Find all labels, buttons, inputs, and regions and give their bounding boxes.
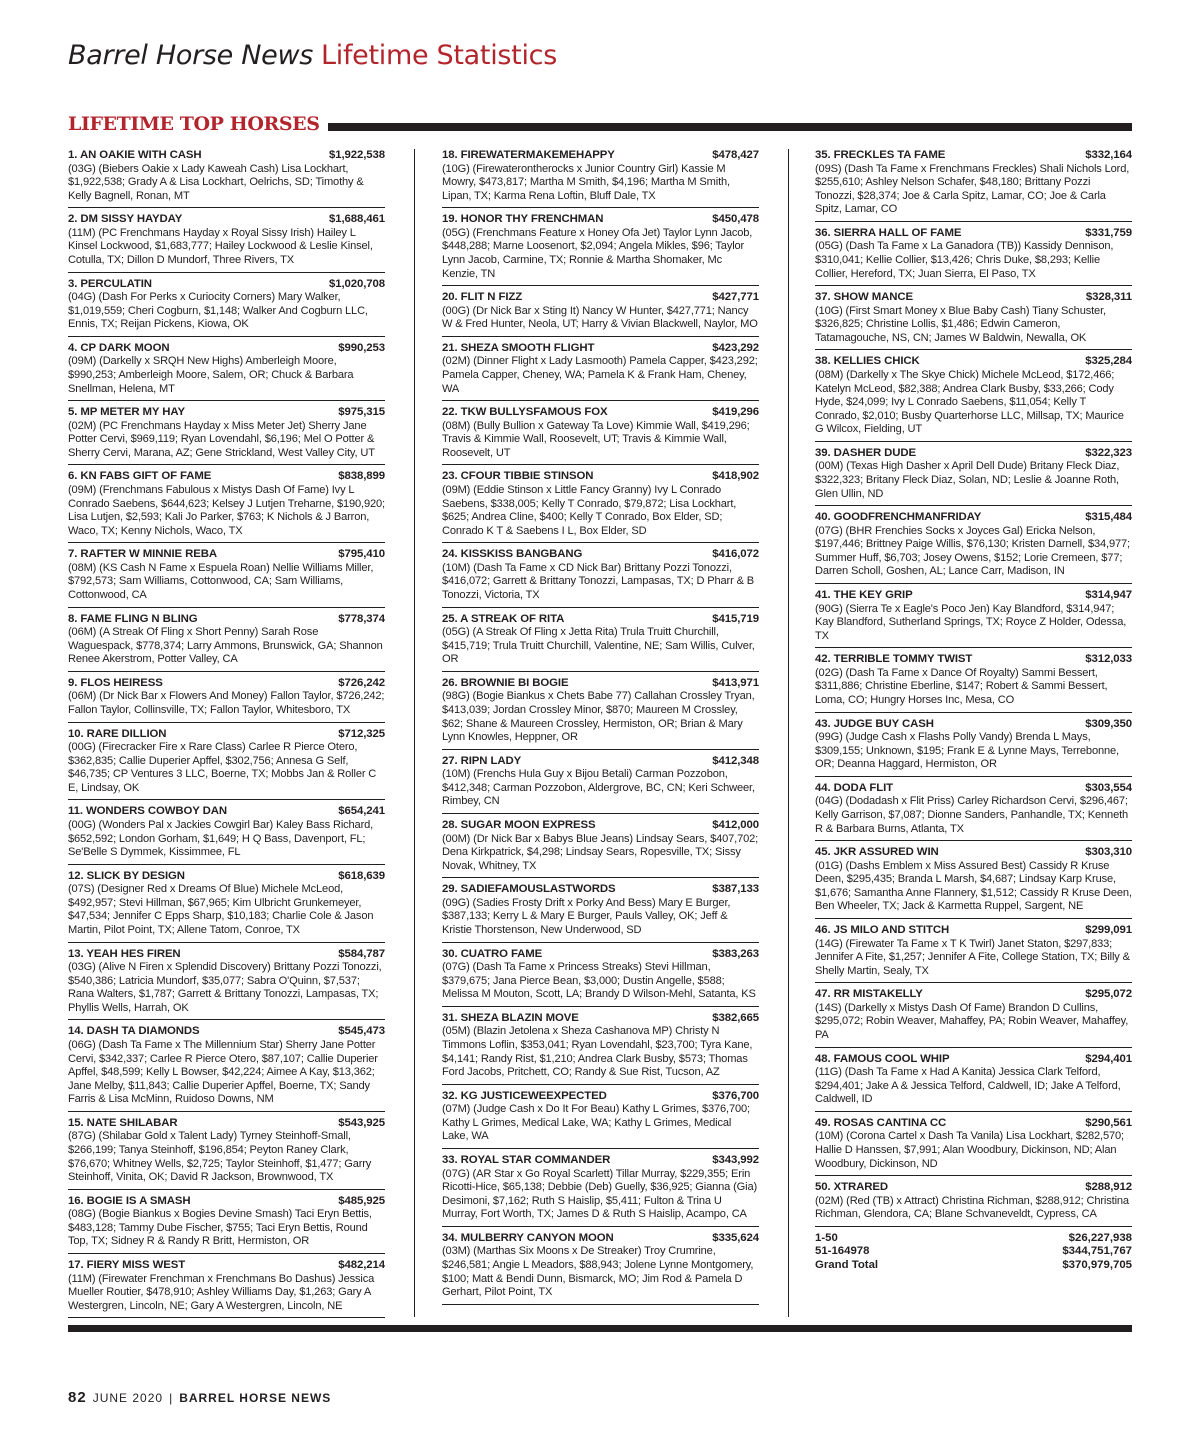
horse-earnings: $383,263 [712, 947, 759, 960]
bottom-rule [68, 1325, 1132, 1332]
horse-name: 48. FAMOUS COOL WHIP [815, 1052, 950, 1065]
horse-details: (00G) (Firecracker Fire x Rare Class) Carlee R Pierce Otero, $362,835; Callie Duperier Apffel, $302,756; Annesa G Self, $46,735; CP Ventures 3 LLC, Boerne, TX; Mobbs Jan & Roller C E, Lindsay, OK [68, 741, 377, 794]
horse-earnings: $427,771 [712, 291, 759, 304]
horse-entry [815, 355, 1132, 441]
horse-details: (02M) (Red (TB) x Attract) Christina Richman, $288,912; Christina Richman, Glendora, CA; Blane Schvaneveldt, Cypress, CA [815, 1194, 1129, 1221]
horse-entry [815, 1181, 1132, 1227]
horse-name: 33. ROYAL STAR COMMANDER [442, 1154, 611, 1166]
horse-name: 37. SHOW MANCE [815, 291, 913, 304]
entry-header [442, 613, 759, 627]
horse-entry [442, 613, 759, 672]
horse-entry [442, 406, 759, 465]
entry-header [815, 589, 1132, 603]
horse-name: 44. DODA FLIT [815, 781, 894, 794]
entry-header [442, 1154, 759, 1168]
horse-entry [68, 805, 385, 864]
horse-name: 11. WONDERS COWBOY DAN [68, 805, 227, 818]
horse-details: (90G) (Sierra Te x Eagle's Poco Jen) Kay Blandford, $314,947; Kay Blandford, Sutherland Springs, TX; Royce Z Holder, Odessa, TX [815, 602, 1127, 642]
horse-name: 50. XTRARED [815, 1181, 888, 1194]
horse-entry [815, 511, 1132, 584]
entry-header [442, 470, 759, 484]
horse-entry [442, 149, 759, 208]
entry-header [442, 1232, 759, 1246]
total-row [815, 1232, 1132, 1246]
horse-name: 40. GOODFRENCHMANFRIDAY [815, 511, 982, 524]
horse-earnings: $331,759 [1085, 226, 1132, 239]
entry-header [815, 718, 1132, 732]
horse-earnings: $315,484 [1085, 511, 1132, 524]
horse-earnings: $975,315 [338, 406, 385, 419]
entry-header [815, 782, 1132, 796]
entry-header [68, 1259, 385, 1273]
horse-name: 29. SADIEFAMOUSLASTWORDS [442, 883, 616, 896]
horse-entry [815, 718, 1132, 777]
horse-details: (07S) (Designer Red x Dreams Of Blue) Michele McLeod, $492,957; Stevi Hillman, $67,965; Kim Ulbricht Grunkemeyer, $47,534; Jennifer C Epps Sharp, $10,183; Charlie Cole & Jason Martin, Pilot Point, TX; Allene Tatom, Conroe, TX [68, 883, 374, 936]
horse-details: (08M) (Darkelly x The Skye Chick) Michele McLeod, $172,466; Katelyn McLeod, $82,388; Andrea Clark Busby, $33,266; Cody Hyde, $24,099; Ivy L Conrado Saebens, $11,054; Kelly T Conrado, $2,010; Busby Quarterhorse LLC, Millsap, TX; Maurice G Wilcox, Fielding, UT [815, 368, 1124, 436]
horse-earnings: $290,561 [1085, 1116, 1132, 1129]
entry-header [68, 406, 385, 420]
horse-entry [815, 1053, 1132, 1112]
horse-entry [442, 1232, 759, 1305]
entry-header [68, 948, 385, 962]
horse-details: (03G) (Biebers Oakie x Lady Kaweah Cash) Lisa Lockhart, $1,922,538; Grady A & Lisa Lockhart, Oelrichs, SD; Timothy & Kelly Bagnell, Ronan, MT [68, 162, 364, 202]
page-title [68, 40, 557, 71]
horse-details: (09S) (Dash Ta Fame x Frenchmans Freckles) Shali Nichols Lord, $255,610; Ashley Nelson Schafer, $48,180; Brittany Pozzi Tonozzi, $28,374; Joe & Carla Spitz, Lamar, CO; Joe & Carla Spitz, Lamar, CO [815, 162, 1130, 216]
total-value: $370,979,705 [1062, 1259, 1132, 1272]
horse-details: (10G) (First Smart Money x Blue Baby Cash) Tiany Schuster, $326,825; Christine Lollis, $1,486; Edwin Cameron, Tatamagouche, NS, CN; James W Baldwin, Newalla, OK [815, 304, 1106, 344]
horse-details: (10M) (Dash Ta Fame x CD Nick Bar) Brittany Pozzi Tonozzi, $416,072; Garrett & Brittany Tonozzi, Lampasas, TX; D Pharr & B Tonozzi, Victoria, TX [442, 561, 755, 601]
horse-earnings: $795,410 [338, 548, 385, 561]
entry-header [442, 883, 759, 897]
horse-name: 9. FLOS HEIRESS [68, 676, 163, 689]
horse-details: (02M) (Dinner Flight x Lady Lasmooth) Pamela Capper, $423,292; Pamela Capper, Cheney, WA; Pamela K & Frank Ham, Cheney, WA [442, 355, 758, 395]
horse-earnings: $584,787 [338, 947, 385, 960]
horse-details: (11M) (Firewater Frenchman x Frenchmans Bo Dashus) Jessica Mueller Routier, $478,910; Ashley Williams Day, $1,263; Gary A Westergren, Lincoln, NE; Gary A Westergren, Lincoln, NE [68, 1272, 375, 1312]
entry-header [815, 511, 1132, 525]
entry-header [68, 805, 385, 819]
horse-details: (07G) (AR Star x Go Royal Scarlett) Tillar Murray, $229,355; Erin Ricotti-Hice, $65,138; Debbie (Deb) Guelly, $36,925; Gianna (Gia) Desimoni, $7,162; Ruth S Haislip, $5,411; Fulton & Trina U Murray, Fort Worth, TX; James D & Ruth S Haislip, Acampo, CA [442, 1167, 758, 1221]
horse-name: 24. KISSKISS BANGBANG [442, 548, 583, 561]
horse-details: (03M) (Marthas Six Moons x De Streaker) Troy Crumrine, $246,581; Angie L Meadors, $88,943; Jolene Lynne Montgomery, $100; Matt & Bendi Dunn, Bismarck, MO; Jim Rod & Pamela D Gerhart, Pilot Point, TX [442, 1245, 754, 1299]
horse-earnings: $303,310 [1085, 846, 1132, 859]
horse-name: 21. SHEZA SMOOTH FLIGHT [442, 341, 595, 354]
horse-earnings: $838,899 [338, 470, 385, 483]
horse-entry [442, 677, 759, 750]
horse-entry [442, 755, 759, 814]
horse-entry [815, 846, 1132, 919]
column-3-entries [815, 149, 1132, 1227]
horse-earnings: $294,401 [1085, 1052, 1132, 1065]
horse-name: 39. DASHER DUDE [815, 446, 917, 459]
entry-header [815, 227, 1132, 241]
horse-name: 35. FRECKLES TA FAME [815, 149, 946, 161]
horse-earnings: $343,992 [712, 1154, 759, 1166]
entry-header [442, 948, 759, 962]
entry-header [815, 1181, 1132, 1195]
title-publication: Barrel Horse News [68, 40, 314, 71]
total-label: 1-50 [815, 1231, 838, 1244]
entry-header [815, 1053, 1132, 1067]
horse-earnings: $478,427 [712, 149, 759, 161]
column-1 [68, 149, 385, 1323]
horse-entry [68, 149, 385, 208]
horse-entry [68, 342, 385, 401]
horse-name: 2. DM SISSY HAYDAY [68, 213, 183, 226]
horse-entry [68, 1259, 385, 1318]
entry-header [815, 355, 1132, 369]
horse-details: (05G) (Dash Ta Fame x La Ganadora (TB)) Kassidy Dennison, $310,041; Kellie Collier, $13,426; Chris Duke, $8,293; Kellie Collier, Hereford, TX; Juan Sierra, El Paso, TX [815, 240, 1114, 280]
horse-earnings: $335,624 [712, 1231, 759, 1244]
horse-entry [815, 227, 1132, 286]
horse-name: 5. MP METER MY HAY [68, 406, 185, 419]
horse-name: 31. SHEZA BLAZIN MOVE [442, 1011, 579, 1024]
horse-entry [815, 782, 1132, 841]
horse-entry [815, 653, 1132, 712]
entry-header [815, 447, 1132, 461]
horse-name: 43. JUDGE BUY CASH [815, 717, 934, 730]
entry-header [68, 213, 385, 227]
entry-header [68, 677, 385, 691]
horse-name: 22. TKW BULLYSFAMOUS FOX [442, 406, 608, 419]
horse-earnings: $618,639 [338, 869, 385, 882]
horse-earnings: $325,284 [1085, 355, 1132, 368]
horse-earnings: $382,665 [712, 1011, 759, 1024]
entry-header [442, 291, 759, 305]
horse-entry [442, 213, 759, 286]
horse-earnings: $654,241 [338, 805, 385, 818]
horse-details: (00G) (Wonders Pal x Jackies Cowgirl Bar) Kaley Bass Richard, $652,592; London Gorham, $1,649; H Q Bass, Davenport, FL; Se'Belle S Dymmek, Kissimmee, FL [68, 818, 374, 859]
horse-entry [442, 819, 759, 878]
horse-entry [815, 988, 1132, 1047]
horse-entry [68, 677, 385, 723]
horse-entry [815, 149, 1132, 222]
horse-details: (09M) (Eddie Stinson x Little Fancy Granny) Ivy L Conrado Saebens, $338,005; Kelly T Conrado, $79,872; Lisa Lockhart, $625; Andrea Cline, $400; Kelly T Conrado, Box Elder, SD; Conrado K T & Saebens I L, Box Elder, SD [442, 483, 737, 537]
horse-earnings: $303,554 [1085, 781, 1132, 794]
horse-entry [68, 613, 385, 672]
entry-header [68, 728, 385, 742]
horse-entry [68, 548, 385, 607]
horse-details: (09G) (Sadies Frosty Drift x Porky And Bess) Mary E Burger, $387,133; Kerry L & Mary E Burger, Pauls Valley, OK; Jeff & Kristie Thorstenson, New Underwood, SD [442, 896, 731, 936]
horse-entry [68, 870, 385, 943]
title-section: Lifetime Statistics [321, 40, 557, 71]
entry-header [442, 406, 759, 420]
horse-entry [442, 948, 759, 1007]
horse-name: 42. TERRIBLE TOMMY TWIST [815, 653, 973, 666]
magazine-name: BARREL HORSE NEWS [179, 1391, 332, 1405]
entry-header [815, 846, 1132, 860]
horse-name: 19. HONOR THY FRENCHMAN [442, 213, 604, 226]
horse-name: 12. SLICK BY DESIGN [68, 869, 185, 882]
horse-name: 30. CUATRO FAME [442, 947, 543, 960]
entry-header [442, 1090, 759, 1104]
horse-name: 23. CFOUR TIBBIE STINSON [442, 470, 594, 483]
horse-details: (09M) (Frenchmans Fabulous x Mistys Dash Of Fame) Ivy L Conrado Saebens, $644,623; Kelsey J Lutjen Treharne, $190,920; Lisa Lutjen, $2,593; Kali Jo Parker, $763; K Nichols & J Barron, Waco, TX; Kenny Nichols, Waco, TX [68, 483, 385, 537]
horse-name: 20. FLIT N FIZZ [442, 291, 523, 304]
horse-entry [68, 1025, 385, 1111]
entry-header [815, 988, 1132, 1002]
total-label: Grand Total [815, 1259, 879, 1272]
horse-details: (98G) (Bogie Biankus x Chets Babe 77) Callahan Crossley Tryan, $413,039; Jordan Crossley Minor, $870; Maureen M Crossley, $62; Shane & Maureen Crossley, Hermiston, OR; Brian & Mary Lynn Knowles, Heppner, OR [442, 690, 755, 744]
section-header [68, 113, 1132, 139]
entry-header [815, 291, 1132, 305]
horse-details: (06M) (Dr Nick Bar x Flowers And Money) Fallon Taylor, $726,242; Fallon Taylor, Collinsville, TX; Fallon Taylor, Whitesboro, TX [68, 690, 385, 716]
horse-earnings: $314,947 [1085, 589, 1132, 602]
horse-details: (03G) (Alive N Firen x Splendid Discovery) Brittany Pozzi Tonozzi, $540,386; Latricia Mundorf, $35,077; Sabra O'Quinn, $7,537; Rana Walters, $1,787; Garrett & Brittany Tonozzi, Lampasas, TX; Phyllis Wells, Harrah, OK [68, 961, 382, 1014]
horse-entry [68, 406, 385, 465]
column-divider [414, 149, 415, 1317]
horse-earnings: $419,296 [712, 406, 759, 419]
column-2 [442, 149, 759, 1310]
horse-details: (07G) (BHR Frenchies Socks x Joyces Gal) Ericka Nelson, $197,446; Brittney Paige Willis, $76,130; Kristen Darnell, $34,977; Summer Huff, $6,703; Josey Owens, $152; Lorie Cremeen, $77; Darren Scholl, Goshen, AL; Lance Carr, Madison, IN [815, 524, 1130, 578]
horse-earnings: $288,912 [1085, 1181, 1132, 1194]
horse-name: 45. JKR ASSURED WIN [815, 846, 939, 859]
entry-header [68, 870, 385, 884]
horse-earnings: $295,072 [1085, 988, 1132, 1001]
horse-name: 8. FAME FLING N BLING [68, 612, 198, 625]
horse-entry [442, 883, 759, 942]
horse-earnings: $423,292 [712, 341, 759, 354]
horse-earnings: $328,311 [1085, 291, 1132, 304]
entry-header [442, 1012, 759, 1026]
page-footer [68, 1389, 331, 1406]
entry-header [442, 819, 759, 833]
entry-header [68, 1025, 385, 1039]
horse-earnings: $418,902 [712, 470, 759, 483]
horse-entry [442, 1012, 759, 1085]
horse-name: 41. THE KEY GRIP [815, 589, 913, 602]
horse-name: 32. KG JUSTICEWEEXPECTED [442, 1089, 607, 1102]
horse-details: (01G) (Dashs Emblem x Miss Assured Best) Cassidy R Kruse Deen, $295,435; Branda L Marsh, $4,687; Lindsay Karp Kruse, $1,676; Samantha Anne Flannery, $1,512; Cassidy R Kruse Deen, Ben Wheeler, TX; Jack & Karmetta Ruppel, Sargent, NE [815, 859, 1132, 913]
horse-earnings: $413,971 [712, 676, 759, 689]
horse-details: (10M) (Frenchs Hula Guy x Bijou Betali) Carman Pozzobon, $412,348; Carman Pozzobon, Aldergrove, BC, CN; Keri Schweer, Rimbey, CN [442, 768, 755, 808]
horse-details: (14S) (Darkelly x Mistys Dash Of Fame) Brandon D Cullins, $295,072; Robin Weaver, Mahaffey, PA; Robin Weaver, Mahaffey, PA [815, 1001, 1129, 1042]
horse-details: (09M) (Darkelly x SRQH New Highs) Amberleigh Moore, $990,253; Amberleigh Moore, Salem, OR; Chuck & Barbara Snellman, Helena, MT [68, 355, 354, 395]
totals-block [815, 1232, 1132, 1273]
horse-details: (02G) (Dash Ta Fame x Dance Of Royalty) Sammi Bessert, $311,886; Christine Eberline, $147; Robert & Sammi Bessert, Loma, CO; Hungry Horses Inc, Mesa, CO [815, 666, 1108, 707]
horse-name: 6. KN FABS GIFT OF FAME [68, 470, 212, 483]
horse-details: (00G) (Dr Nick Bar x Sting It) Nancy W Hunter, $427,771; Nancy W & Fred Hunter, Neola, UT; Harry & Vivian Blackwell, Naylor, MO [442, 304, 758, 331]
horse-name: 16. BOGIE IS A SMASH [68, 1194, 191, 1207]
horse-name: 4. CP DARK MOON [68, 341, 170, 354]
horse-name: 10. RARE DILLION [68, 727, 167, 740]
horse-entry [815, 447, 1132, 506]
horse-name: 25. A STREAK OF RITA [442, 612, 565, 625]
horse-name: 13. YEAH HES FIREN [68, 947, 181, 960]
horse-earnings: $332,164 [1085, 149, 1132, 161]
horse-details: (06G) (Dash Ta Fame x The Millennium Star) Sherry Jane Potter Cervi, $342,337; Carlee R Pierce Otero, $87,107; Callie Duperier Apffel, $48,599; Kelly L Bowser, $42,224; Aimee A Kay, $13,362; Jane Melby, $11,843; Callie Duperier Apffel, Boerne, TX; Sandy Farris & Lisa McMinn, Ruidoso Downs, NM [68, 1038, 378, 1106]
horse-earnings: $416,072 [712, 548, 759, 561]
issue-date: JUNE 2020 [92, 1391, 164, 1405]
horse-entry [68, 470, 385, 543]
entry-header [68, 613, 385, 627]
horse-entry [442, 291, 759, 337]
total-value: $344,751,767 [1062, 1245, 1132, 1258]
horse-entry [815, 291, 1132, 350]
horse-details: (05G) (A Streak Of Fling x Jetta Rita) Trula Truitt Churchill, $415,719; Trula Truitt Churchill, Valentine, NE; Sam Willis, Culver, OR [442, 626, 755, 666]
horse-entry [442, 548, 759, 607]
horse-entry [442, 1090, 759, 1149]
total-row [815, 1245, 1132, 1259]
horse-name: 36. SIERRA HALL OF FAME [815, 226, 962, 239]
horse-details: (08M) (Bully Bullion x Gateway Ta Love) Kimmie Wall, $419,296; Travis & Kimmie Wall, Roosevelt, UT; Travis & Kimmie Wall, Roosevelt, UT [442, 419, 750, 459]
horse-entry [442, 342, 759, 401]
horse-name: 17. FIERY MISS WEST [68, 1259, 186, 1272]
entry-header [68, 278, 385, 292]
entry-header [815, 924, 1132, 938]
horse-earnings: $299,091 [1085, 924, 1132, 937]
horse-earnings: $1,922,538 [328, 149, 385, 161]
horse-name: 28. SUGAR MOON EXPRESS [442, 819, 596, 831]
horse-details: (04G) (Dodadash x Flit Priss) Carley Richardson Cervi, $296,467; Kelly Garrison, $7,087; Dionne Sanders, Panhandle, TX; Kenneth R & Barbara Burns, Atlanta, TX [815, 795, 1129, 835]
horse-entry [68, 948, 385, 1021]
horse-earnings: $322,323 [1085, 446, 1132, 459]
horse-entry [442, 470, 759, 543]
horse-entry [68, 1117, 385, 1190]
horse-entry [815, 589, 1132, 648]
horse-entry [68, 728, 385, 801]
horse-entry [68, 1195, 385, 1254]
entry-header [68, 149, 385, 163]
horse-details: (00M) (Dr Nick Bar x Babys Blue Jeans) Lindsay Sears, $407,702; Dena Kirkpatrick, $4,298; Lindsay Sears, Ropesville, TX; Sissy Novak, Whitney, TX [442, 832, 759, 872]
horse-details: (07M) (Judge Cash x Do It For Beau) Kathy L Grimes, $376,700; Kathy L Grimes, Medical Lake, WA; Kathy L Grimes, Medical Lake, WA [442, 1103, 750, 1143]
horse-details: (11M) (PC Frenchmans Hayday x Royal Sissy Irish) Hailey L Kinsel Lockwood, $1,683,777; Hailey Lockwood & Leslie Kinsel, Cotulla, TX; Dillon D Mundorf, Three Rivers, TX [68, 226, 373, 266]
horse-earnings: $412,000 [712, 819, 759, 831]
horse-earnings: $376,700 [712, 1089, 759, 1102]
horse-name: 38. KELLIES CHICK [815, 355, 920, 368]
horse-entry [68, 278, 385, 337]
entry-header [815, 1117, 1132, 1131]
entry-header [442, 149, 759, 163]
horse-earnings: $485,925 [338, 1194, 385, 1207]
entry-header [68, 1117, 385, 1131]
horse-details: (14G) (Firewater Ta Fame x T K Twirl) Janet Staton, $297,833; Jennifer A Fite, $1,257; Jennifer A Fite, College Station, TX; Billy & Shelly Martin, Sealy, TX [815, 937, 1130, 977]
horse-earnings: $450,478 [712, 213, 759, 226]
horse-details: (02M) (PC Frenchmans Hayday x Miss Meter Jet) Sherry Jane Potter Cervi, $969,119; Ryan Lovendahl, $6,196; Mel O Potter & Sherry Cervi, Marana, AZ; Gene Strickland, West Valley City, UT [68, 419, 375, 459]
horse-earnings: $543,925 [338, 1116, 385, 1129]
horse-details: (10G) (Firewaterontherocks x Junior Country Girl) Kassie M Mowry, $473,817; Martha M Smith, $4,196; Martha M Smith, Lipan, TX; Karma Rena Loftin, Bluff Dale, TX [442, 162, 730, 202]
horse-earnings: $726,242 [338, 676, 385, 689]
entry-header [442, 213, 759, 227]
horse-details: (05M) (Blazin Jetolena x Sheza Cashanova MP) Christy N Timmons Loflin, $353,041; Ryan Lovendahl, $23,700; Tyra Kane, $4,141; Randy Rist, $1,210; Andrea Clark Busby, $573; Thomas Ford Jacobs, Pritchett, CO; Randy & Sue Rist, Tucson, AZ [442, 1025, 753, 1079]
horse-entry [815, 1117, 1132, 1176]
page-number: 82 [68, 1389, 87, 1406]
total-row [815, 1259, 1132, 1273]
horse-name: 49. ROSAS CANTINA CC [815, 1116, 947, 1129]
horse-details: (08M) (KS Cash N Fame x Espuela Roan) Nellie Williams Miller, $792,573; Sam Williams, Cottonwood, CA; Sam Williams, Cottonwood, CA [68, 561, 374, 601]
horse-earnings: $312,033 [1085, 653, 1132, 666]
column-divider [788, 149, 789, 1317]
entry-header [442, 755, 759, 769]
horse-details: (05G) (Frenchmans Feature x Honey Ofa Jet) Taylor Lynn Jacob, $448,288; Marne Loosenort, $2,094; Angela Mikles, $96; Taylor Lynn Jacob, Carmine, TX; Ronnie & Martha Shomaker, Mc Kenzie, TN [442, 226, 753, 280]
horse-name: 26. BROWNIE BI BOGIE [442, 676, 569, 689]
horse-earnings: $1,020,708 [328, 277, 385, 290]
horse-name: 47. RR MISTAKELLY [815, 988, 923, 1001]
horse-name: 14. DASH TA DIAMONDS [68, 1025, 200, 1038]
horse-name: 3. PERCULATIN [68, 277, 152, 290]
horse-details: (04G) (Dash For Perks x Curiocity Corners) Mary Walker, $1,019,559; Cheri Cogburn, $1,148; Walker And Cogburn LLC, Ennis, TX; Reijan Pickens, Kiowa, OK [68, 291, 368, 331]
horse-entry [68, 213, 385, 272]
entry-header [815, 149, 1132, 163]
horse-name: 46. JS MILO AND STITCH [815, 924, 950, 937]
horse-earnings: $482,214 [338, 1259, 385, 1272]
entry-header [442, 677, 759, 691]
horse-details: (08G) (Bogie Biankus x Bogies Devine Smash) Taci Eryn Bettis, $483,128; Tammy Dube Fischer, $755; Taci Eryn Bettis, Round Top, TX; Sidney R & Randy R Britt, Hermiston, OR [68, 1208, 372, 1248]
horse-name: 18. FIREWATERMAKEMEHAPPY [442, 149, 615, 161]
entry-header [815, 653, 1132, 667]
entry-header [68, 1195, 385, 1209]
total-value: $26,227,938 [1068, 1231, 1132, 1244]
horse-name: 27. RIPN LADY [442, 754, 522, 767]
entry-header [68, 470, 385, 484]
horse-name: 15. NATE SHILABAR [68, 1116, 178, 1129]
entry-header [442, 342, 759, 356]
horse-earnings: $1,688,461 [328, 213, 385, 226]
horse-earnings: $778,374 [338, 612, 385, 625]
horse-details: (10M) (Corona Cartel x Dash Ta Vanila) Lisa Lockhart, $282,570; Hallie D Hanssen, $7,991; Alan Woodbury, Dickinson, ND; Alan Woodbury, Dickinson, ND [815, 1130, 1124, 1170]
horse-earnings: $387,133 [712, 883, 759, 896]
column-3 [815, 149, 1132, 1273]
horse-details: (99G) (Judge Cash x Flashs Polly Vandy) Brenda L Mays, $309,155; Unknown, $195; Frank E & Lynne Mays, Terrebonne, OR; Deanna Haggard, Hermiston, OR [815, 731, 1119, 771]
entry-header [68, 342, 385, 356]
horse-name: 34. MULBERRY CANYON MOON [442, 1231, 614, 1244]
horse-details: (07G) (Dash Ta Fame x Princess Streaks) Stevi Hillman, $379,675; Jana Pierce Bean, $3,000; Dustin Angelle, $588; Melissa M Mouton, Scott, LA; Brandy D Wilson-Mehl, Satanta, KS [442, 961, 756, 1001]
footer-separator: | [169, 1391, 174, 1405]
horse-earnings: $712,325 [338, 727, 385, 740]
horse-earnings: $415,719 [712, 612, 759, 625]
horse-details: (00M) (Texas High Dasher x April Dell Dude) Britany Fleck Diaz, $322,323; Britany Fleck Diaz, Solan, ND; Leslie & Joanne Roth, Glen Ullin, ND [815, 460, 1120, 500]
horse-name: 1. AN OAKIE WITH CASH [68, 149, 202, 161]
total-label: 51-164978 [815, 1245, 870, 1258]
entry-header [442, 548, 759, 562]
horse-earnings: $412,348 [712, 754, 759, 767]
horse-details: (87G) (Shilabar Gold x Talent Lady) Tyrney Steinhoff-Small, $266,199; Tanya Steinhoff, $196,854; Peyton Raney Clark, $76,670; Whitney Wells, $2,725; Taylor Steinhoff, $1,477; Garry Steinhoff, Vinita, OK; David R Jackson, Brownwood, TX [68, 1130, 372, 1184]
horse-details: (06M) (A Streak Of Fling x Short Penny) Sarah Rose Waguespack, $778,374; Larry Ammons, Brunswick, GA; Shannon Renee Akerstrom, Potter Valley, CA [68, 626, 383, 666]
horse-entry [815, 924, 1132, 983]
horse-name: 7. RAFTER W MINNIE REBA [68, 548, 217, 561]
horse-entry [442, 1154, 759, 1227]
horse-details: (11G) (Dash Ta Fame x Had A Kanita) Jessica Clark Telford, $294,401; Jake A & Jessica Telford, Caldwell, ID; Jake A Telford, Caldwell, ID [815, 1066, 1121, 1106]
entry-header [68, 548, 385, 562]
horse-earnings: $990,253 [338, 341, 385, 354]
section-title: LIFETIME TOP HORSES [68, 113, 328, 135]
horse-earnings: $309,350 [1085, 717, 1132, 730]
horse-earnings: $545,473 [338, 1025, 385, 1038]
